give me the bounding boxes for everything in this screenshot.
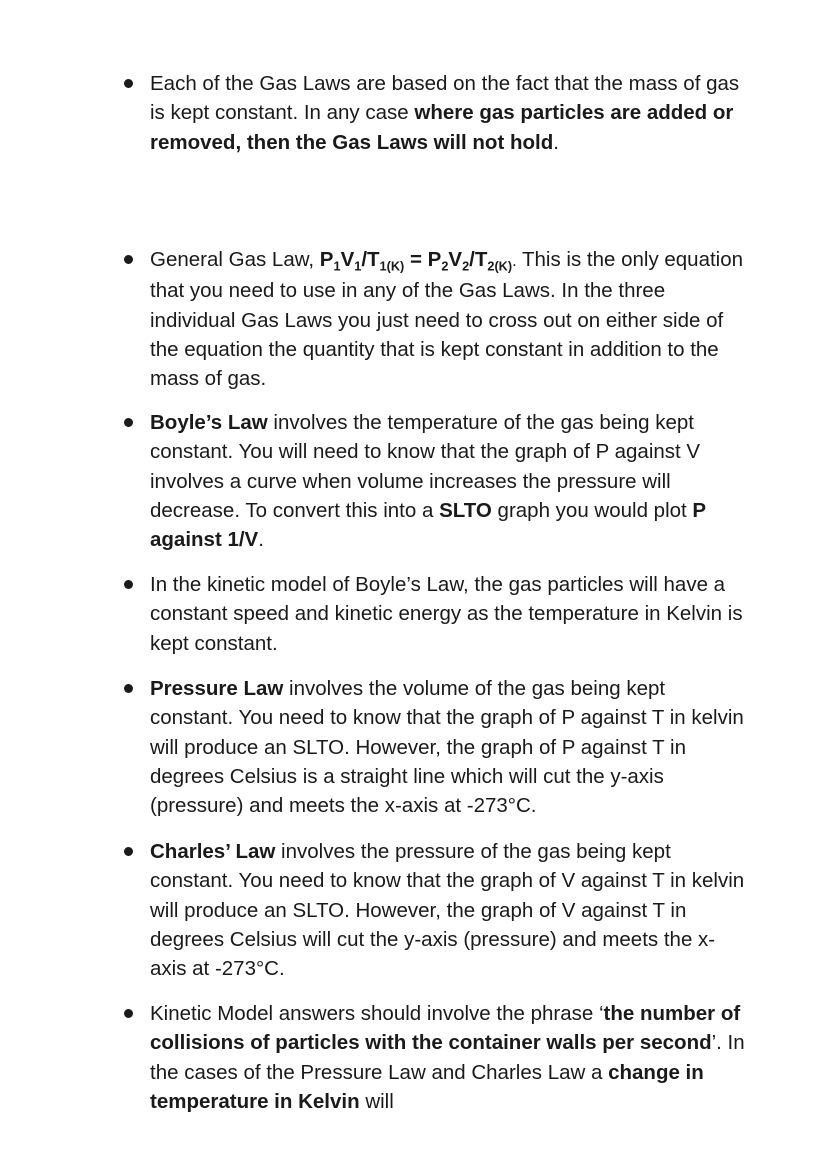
bullet-general-gas-law bbox=[150, 245, 750, 393]
text-segment: /T bbox=[469, 248, 488, 271]
bullet-text bbox=[150, 840, 744, 980]
text-segment: where gas particles are added or removed, then the Gas Laws will not hold bbox=[150, 101, 734, 154]
text-segment: SLTO bbox=[439, 498, 492, 522]
text-segment: . bbox=[258, 528, 264, 552]
bullet-dot bbox=[124, 580, 133, 589]
text-segment: 1(K) bbox=[379, 258, 405, 274]
bullet-text bbox=[150, 248, 743, 390]
bullet-text bbox=[150, 573, 743, 655]
text-segment: ’. In the cases of the Pressure Law and Charles Law a bbox=[150, 1031, 745, 1084]
text-segment: Boyle’s Law bbox=[150, 411, 268, 434]
text-segment: = bbox=[404, 248, 428, 271]
bullet-gas-laws-mass bbox=[150, 69, 750, 157]
bullet-text bbox=[150, 677, 744, 817]
text-segment: involves the pressure of the gas being kept constant. You need to know that the graph of V against T in kelvin will produce an SLTO. However, the graph of V against T in degrees Celsius will cut the y-axis (pressure) and meets the x-axis at -273°C. bbox=[150, 840, 745, 981]
text-segment: 2 bbox=[441, 258, 449, 274]
text-segment: graph you would plot bbox=[491, 498, 693, 522]
text-segment: the number of collisions of particles with the container walls per second bbox=[150, 1002, 741, 1055]
text-segment: . bbox=[512, 252, 517, 270]
text-segment: 1 bbox=[354, 258, 362, 274]
bullet-dot bbox=[124, 418, 133, 427]
text-segment: In the kinetic model of Boyle’s Law, the gas particles will have a constant speed and kinetic energy as the temperature in Kelvin is kept constant. bbox=[150, 573, 743, 655]
text-segment: Charles’ Law bbox=[150, 840, 276, 863]
bullet-text bbox=[150, 72, 739, 154]
text-segment: involves the volume of the gas being kept constant. You need to know that the graph of P against T in kelvin will produce an SLTO. However, the graph of P against T in degrees Celsius is a straight line which will cut the y-axis (pressure) and meets the x-axis at -273°C. bbox=[150, 677, 744, 818]
text-segment: will bbox=[359, 1089, 394, 1113]
bullet-pressure-law bbox=[150, 674, 750, 820]
text-segment: 2 bbox=[462, 258, 470, 274]
bullet-kinetic-boyle bbox=[150, 570, 750, 658]
text-segment: . bbox=[553, 130, 559, 154]
bullet-kinetic-model-answers bbox=[150, 999, 750, 1116]
text-segment: V bbox=[340, 248, 355, 271]
text-segment: 1 bbox=[333, 258, 341, 274]
bullet-charles-law bbox=[150, 837, 750, 983]
bullet-boyles-law bbox=[150, 408, 750, 554]
bullet-dot bbox=[124, 79, 133, 88]
text-segment: Pressure Law bbox=[150, 677, 284, 700]
text-segment: Each of the Gas Laws are based on the fact that the mass of gas is kept constant. In any case bbox=[150, 72, 740, 125]
text-segment: P bbox=[319, 248, 334, 271]
bullet-text bbox=[150, 1002, 745, 1113]
text-segment: V bbox=[448, 248, 463, 271]
text-segment: This is the only equation that you need to use in any of the Gas Laws. In the three individual Gas Laws you just need to cross out on either side of the equation the quantity that is kept constant in addition to the mass of gas. bbox=[150, 248, 744, 391]
text-segment: 2(K) bbox=[487, 258, 513, 274]
text-segment: change in temperature in Kelvin bbox=[150, 1060, 704, 1113]
bullet-dot bbox=[124, 847, 133, 856]
text-segment: P bbox=[427, 248, 442, 271]
bullet-dot bbox=[124, 255, 133, 264]
text-segment: General Gas Law, bbox=[150, 248, 320, 271]
text-segment: involves the temperature of the gas being kept constant. You will need to know that the graph of P against V involves a curve when volume increases the pressure will decrease. To convert this into a bbox=[150, 411, 701, 522]
text-segment: P against 1/V bbox=[150, 498, 706, 552]
bullet-dot bbox=[124, 1009, 133, 1018]
bullet-dot bbox=[124, 684, 133, 693]
bullet-text bbox=[150, 411, 706, 551]
text-segment: Kinetic Model answers should involve the phrase ‘ bbox=[150, 1002, 604, 1025]
text-segment: /T bbox=[361, 248, 380, 271]
